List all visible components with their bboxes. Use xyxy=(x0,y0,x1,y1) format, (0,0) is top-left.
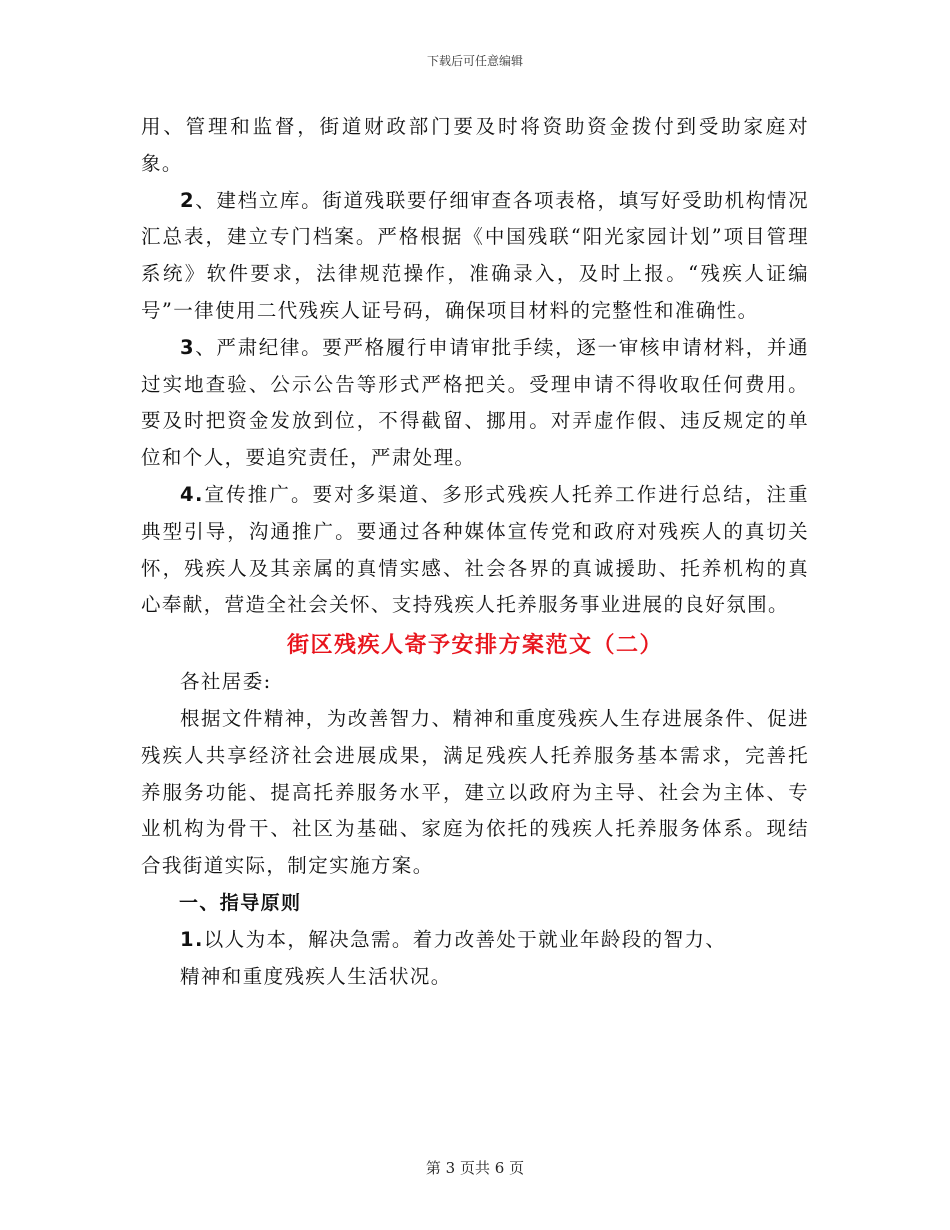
intro-paragraph: 根据文件精神，为改善智力、精神和重度残疾人生存进展条件、促进残疾人共享经济社会进展成果，满足残疾人托养服务基本需求，完善托养服务功能、提高托养服务水平，建立以政府为主导、社会为主体、专业机构为骨干、社区为基础、家庭为依托的残疾人托养服务体系。现结合我街道实际，制定实施方案。 xyxy=(141,706,809,878)
document-body xyxy=(141,109,809,995)
paragraph-item-3 xyxy=(141,330,809,477)
page-header: 下载后可任意编辑 xyxy=(426,54,523,68)
paragraph-text: 、严肃纪律。要严格履行申请审批手续，逐一审核申请材料，并通过实地查验、公示公告等形式严格把关。受理申请不得收取任何费用。要及时把资金发放到位，不得截留、挪用。对弄虚作假、违反规定的单位和个人，要追究责任，严肃处理。 xyxy=(141,335,809,470)
item-number: 1. xyxy=(180,927,204,951)
paragraph-item-4 xyxy=(141,477,809,624)
item-number: 4. xyxy=(180,482,204,506)
section-heading: 一、指导原则 xyxy=(179,891,302,914)
paragraph-text: 、建档立库。街道残联要仔细审查各项表格，填写好受助机构情况汇总表，建立专门档案。严格根据《中国残联“阳光家园计划”项目管理系统》软件要求，法律规范操作，准确录入，及时上报。“残疾人证编号”一律使用二代残疾人证号码，确保项目材料的完整性和准确性。 xyxy=(141,188,809,322)
item-number: 3 xyxy=(180,335,195,359)
item-number: 2 xyxy=(180,188,195,212)
principle-item-1 xyxy=(141,922,809,959)
page-footer: 第 3 页共 6 页 xyxy=(425,1159,525,1177)
principle-item-1-continued: 精神和重度残疾人生活状况。 xyxy=(180,964,452,988)
section-title: 街区残疾人寄予安排方案范文（二） xyxy=(286,632,663,659)
paragraph-item-2 xyxy=(141,183,809,330)
paragraph-text: 以人为本，解决急需。着力改善处于就业年龄段的智力、 xyxy=(203,927,727,951)
paragraph-continuation: 用、管理和监督，街道财政部门要及时将资助资金拨付到受助家庭对象。 xyxy=(141,115,809,175)
salutation: 各社居委: xyxy=(180,670,272,694)
paragraph-text: 宣传推广。要对多渠道、多形式残疾人托养工作进行总结，注重典型引导，沟通推广。要通过各种媒体宣传党和政府对残疾人的真切关怀，残疾人及其亲属的真情实感、社会各界的真诚援助、托养机构的真心奉献，营造全社会关怀、支持残疾人托养服务事业进展的良好氛围。 xyxy=(141,482,809,617)
